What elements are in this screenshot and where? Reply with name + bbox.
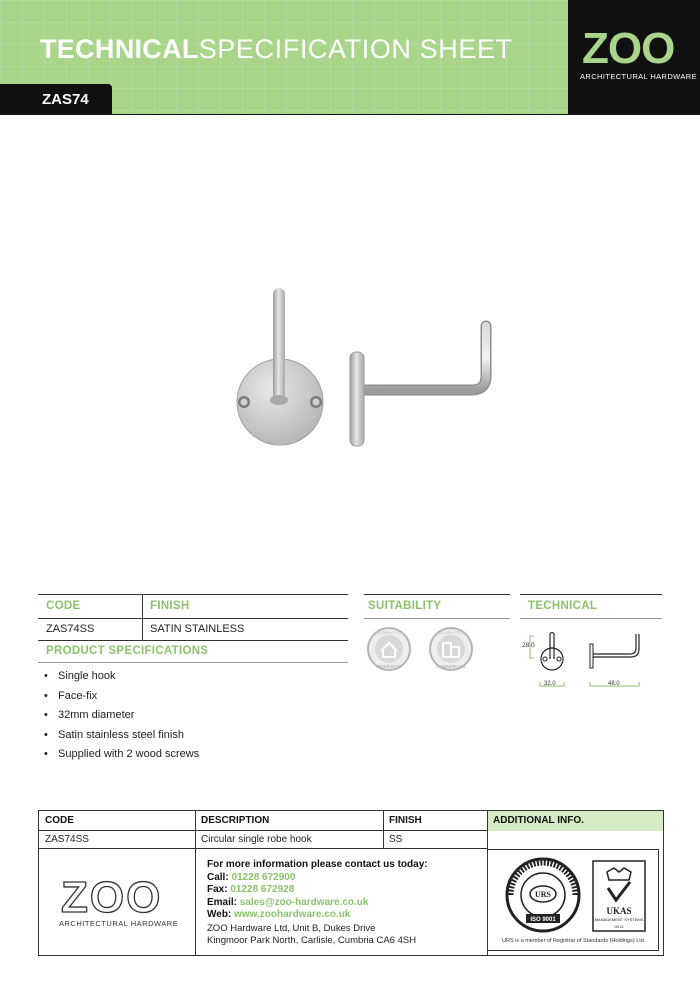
col-divider-1: [195, 811, 196, 955]
suitability-top-rule: [364, 594, 510, 595]
code-label: CODE: [46, 600, 81, 612]
spec-bullet-list: [44, 670, 199, 768]
spec-top-rule: [38, 594, 348, 595]
list-item: • Supplied with 2 wood screws: [44, 748, 199, 768]
email-label: Email:: [207, 896, 238, 908]
commercial-text: COMMERCIAL: [435, 664, 467, 669]
finish-value: SATIN STAINLESS: [150, 623, 245, 635]
product-photo: [210, 278, 510, 478]
address-line-1: ZOO Hardware Ltd, Unit B, Dukes Drive: [207, 923, 376, 934]
title-light: SPECIFICATION SHEET: [198, 34, 513, 64]
list-item: • Satin stainless steel finish: [44, 729, 199, 749]
product-code-tab: ZAS74: [0, 84, 112, 114]
ukas-number: 0013: [614, 924, 624, 929]
page-header: [0, 0, 700, 114]
footer-table: [38, 810, 664, 956]
brand-logo: ZOO: [582, 24, 675, 73]
product-specs-label: PRODUCT SPECIFICATIONS: [46, 645, 209, 657]
ukas-text: UKAS: [606, 906, 632, 916]
row-finish: SS: [389, 834, 403, 845]
brand-subtitle: ARCHITECTURAL HARDWARE: [580, 72, 698, 81]
row-code: ZAS74SS: [45, 834, 89, 845]
diameter-dimension: 32.0: [544, 681, 556, 687]
domestic-house-icon: [366, 626, 412, 672]
suitability-label: SUITABILITY: [368, 600, 442, 612]
postal-address: [207, 923, 416, 946]
contact-block: [207, 859, 428, 922]
suitability-rule: [364, 618, 510, 619]
col-code-header: CODE: [45, 815, 74, 826]
email-link[interactable]: sales@zoo-hardware.co.uk: [239, 896, 369, 908]
technical-label: TECHNICAL: [528, 600, 598, 612]
projection-dimension: 48.0: [608, 681, 620, 687]
footer-brand-subtitle: ARCHITECTURAL HARDWARE: [59, 919, 179, 928]
technical-top-rule: [520, 594, 662, 595]
ukas-mark-icon: [592, 860, 646, 932]
table-row: [39, 831, 487, 849]
col-additional-header: ADDITIONAL INFO.: [493, 815, 584, 826]
commercial-building-icon: [428, 626, 474, 672]
contact-heading: For more information please contact us today:: [207, 859, 428, 870]
spec-header-rule: [38, 618, 348, 619]
urs-iso-seal-icon: [504, 856, 582, 934]
product-specs-rule: [38, 662, 348, 663]
page-title: [40, 34, 513, 65]
footer-brand-logo: ZOO: [61, 873, 163, 922]
spec-row-rule: [38, 640, 348, 641]
col-divider-2: [383, 811, 384, 849]
urs-text: URS: [534, 890, 552, 899]
commercial-top-text: SUITABLE FOR: [436, 630, 466, 635]
col-finish-header: FINISH: [389, 815, 422, 826]
row-description: Circular single robe hook: [201, 834, 312, 845]
fax-value: 01228 672928: [230, 884, 295, 895]
spec-divider: [142, 594, 143, 640]
certification-note: URS is a member of Registrar of Standards (Holdings) Ltd.: [502, 938, 646, 944]
web-label: Web:: [207, 909, 232, 920]
header-divider: [0, 114, 700, 115]
col-description-header: DESCRIPTION: [201, 815, 270, 826]
ukas-sub-text: MANAGEMENT SYSTEMS: [594, 917, 644, 922]
call-label: Call:: [207, 871, 229, 883]
code-value: ZAS74SS: [46, 623, 95, 635]
footer-table-header: [39, 811, 663, 831]
address-line-2: Kingmoor Park North, Carlisle, Cumbria CA6 4SH: [207, 934, 417, 946]
call-value[interactable]: 01228 672900: [231, 871, 296, 883]
domestic-text: DOMESTIC: [377, 664, 401, 669]
finish-label: FINISH: [150, 600, 190, 612]
list-item: • Face-fix: [44, 690, 199, 710]
list-item: • Single hook: [44, 670, 199, 690]
brand-block: [568, 0, 700, 114]
web-link[interactable]: www.zoohardware.co.uk: [234, 909, 351, 920]
certification-box: [487, 849, 659, 951]
technical-drawing: [520, 626, 650, 692]
domestic-top-text: SUITABLE FOR: [374, 630, 404, 635]
list-item: • 32mm diameter: [44, 709, 199, 729]
fax-label: Fax:: [207, 884, 228, 895]
height-dimension: 28.0: [522, 642, 535, 649]
technical-rule: [520, 618, 662, 619]
iso-text: ISO 9001: [530, 917, 556, 923]
title-bold: TECHNICAL: [40, 34, 199, 64]
